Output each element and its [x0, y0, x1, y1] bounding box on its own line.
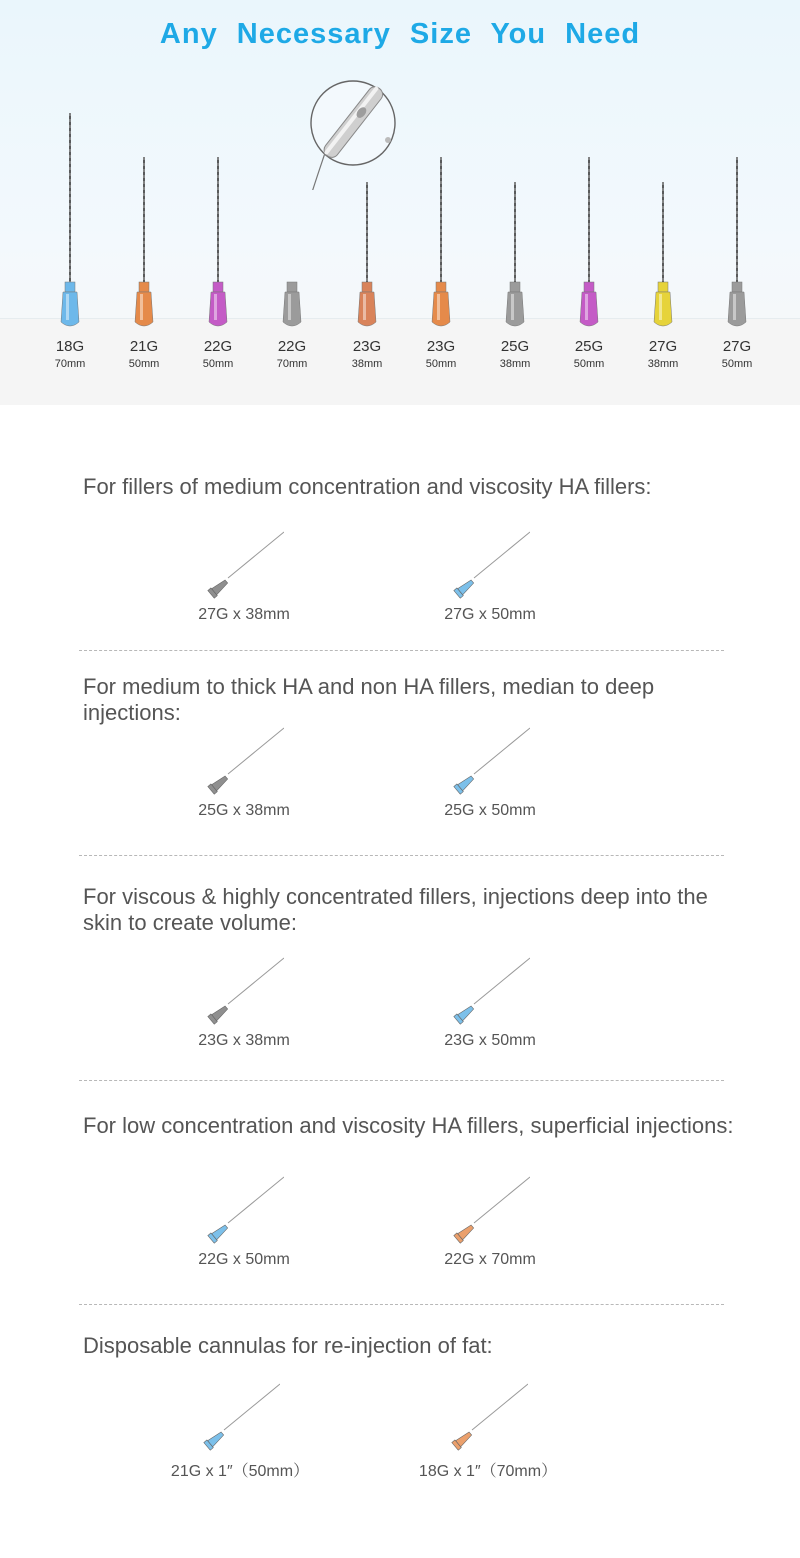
lineup-length-label: 50mm [721, 358, 753, 370]
product-item [154, 530, 334, 624]
hero-title: Any Necessary Size You Need [159, 18, 641, 50]
product-item [400, 726, 580, 820]
lineup-length-label: 70mm [54, 358, 86, 370]
section-divider [79, 650, 724, 651]
section-heading: Disposable cannulas for re-injection of fat: [83, 1333, 493, 1358]
product-caption: 27G x 38mm [198, 606, 290, 623]
cannula-icon [450, 726, 530, 796]
section-divider [79, 855, 724, 856]
lineup-gauge-label: 22G [277, 338, 307, 355]
lineup-length-label: 38mm [499, 358, 531, 370]
product-caption: 18G x 1″（70mm） [418, 1463, 558, 1480]
cannula-icon [450, 530, 530, 600]
lineup-length-label: 38mm [647, 358, 679, 370]
product-caption: 25G x 50mm [444, 802, 536, 819]
product-caption: 22G x 50mm [198, 1251, 290, 1268]
product-item [398, 1382, 578, 1481]
product-caption: 25G x 38mm [198, 802, 290, 819]
cannula-icon [204, 726, 284, 796]
section-heading: For fillers of medium concentration and viscosity HA fillers: [83, 474, 652, 499]
product-item [154, 1175, 334, 1269]
lineup-gauge-label: 27G [648, 338, 678, 355]
product-caption: 27G x 50mm [444, 606, 536, 623]
section-divider [79, 1080, 724, 1081]
product-item [154, 956, 334, 1050]
cannula-icon [448, 1382, 528, 1452]
cannula-icon [450, 1175, 530, 1245]
lineup-gauge-label: 27G [722, 338, 752, 355]
lineup-length-label: 38mm [351, 358, 383, 370]
lineup-length-label: 50mm [425, 358, 457, 370]
cannula-icon [204, 956, 284, 1026]
lineup-length-label: 70mm [276, 358, 308, 370]
cannula-icon [204, 1175, 284, 1245]
cannula-lineup [0, 0, 800, 404]
product-caption: 21G x 1″（50mm） [170, 1463, 310, 1480]
product-item [400, 1175, 580, 1269]
product-caption: 23G x 38mm [198, 1032, 290, 1049]
section-heading: For medium to thick HA and non HA fillers, median to deep injections: [83, 674, 655, 725]
section-divider [79, 1304, 724, 1305]
product-caption: 23G x 50mm [444, 1032, 536, 1049]
product-caption: 22G x 70mm [444, 1251, 536, 1268]
cannula-icon [450, 956, 530, 1026]
product-item [400, 956, 580, 1050]
lineup-gauge-label: 25G [500, 338, 530, 355]
lineup-gauge-label: 21G [129, 338, 159, 355]
product-item [154, 726, 334, 820]
product-item [400, 530, 580, 624]
cannula-icon [204, 530, 284, 600]
lineup-length-label: 50mm [202, 358, 234, 370]
product-item [150, 1382, 330, 1481]
magnifier-inset-icon [308, 80, 408, 190]
section-heading: For low concentration and viscosity HA fillers, superficial injections: [83, 1113, 734, 1138]
lineup-gauge-label: 22G [203, 338, 233, 355]
lineup-gauge-label: 23G [352, 338, 382, 355]
lineup-gauge-label: 18G [55, 338, 85, 355]
lineup-length-label: 50mm [128, 358, 160, 370]
lineup-gauge-label: 25G [574, 338, 604, 355]
section-heading: For viscous & highly concentrated fillers, injections deep into the skin to create volume: [83, 884, 708, 935]
lineup-length-label: 50mm [573, 358, 605, 370]
hero-banner [0, 0, 800, 404]
cannula-icon [200, 1382, 280, 1452]
lineup-gauge-label: 23G [426, 338, 456, 355]
